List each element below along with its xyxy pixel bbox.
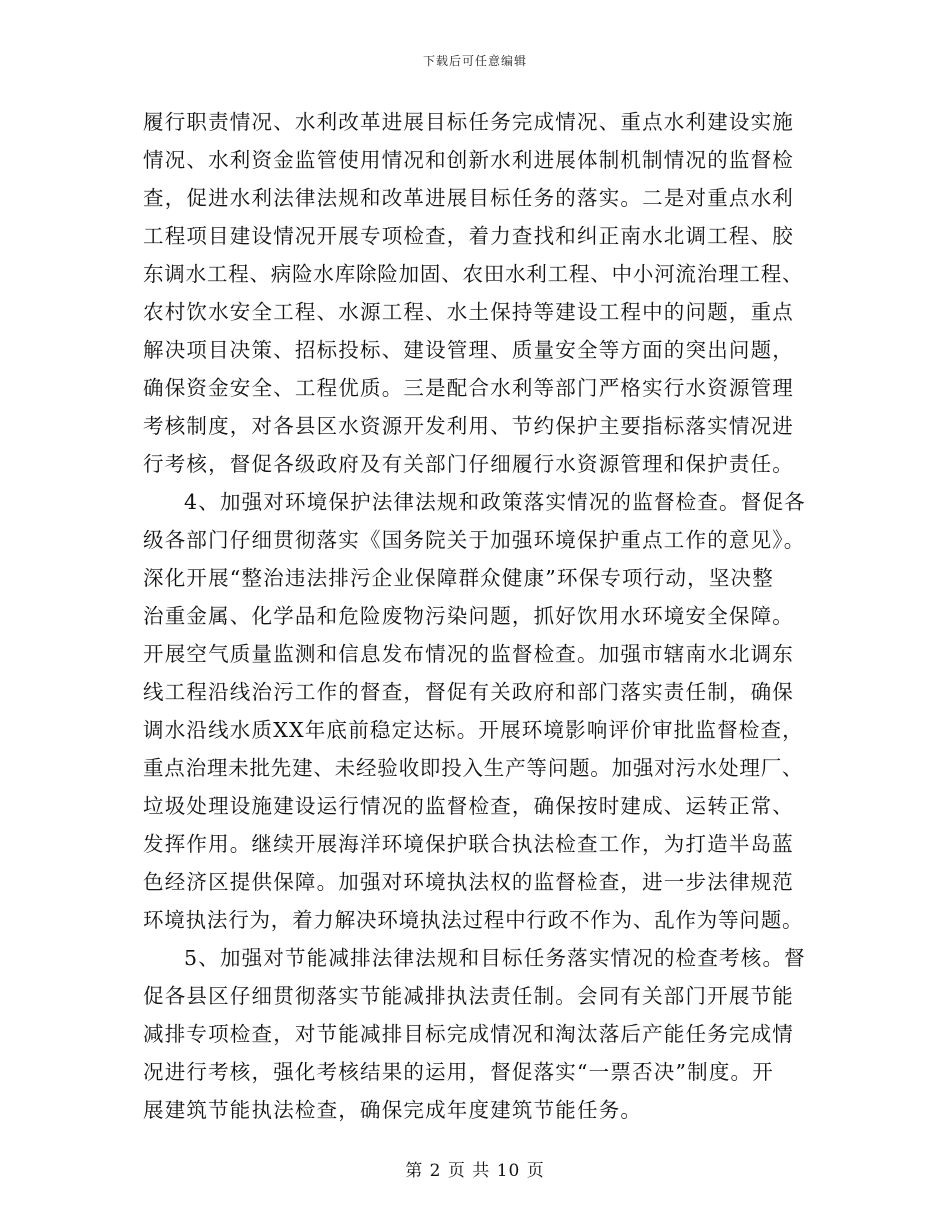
document-body [143, 103, 809, 1129]
paragraph [143, 103, 809, 483]
text-line: 级各部门仔细贯彻落实《国务院关于加强环境保护重点工作的意见》。 [143, 528, 806, 552]
text-line: 重点治理未批先建、未经验收即投入生产等问题。加强对污水处理厂、 [143, 756, 804, 780]
text-line: 确保资金安全、工程优质。三是配合水利等部门严格实行水资源管理 [143, 376, 794, 400]
text-line: 查，促进水利法律法规和改革进展目标任务的落实。二是对重点水利 [143, 186, 794, 210]
text-line: 5、加强对节能减排法律法规和目标任务落实情况的检查考核。督 [184, 946, 806, 970]
text-line: 情况、水利资金监管使用情况和创新水利进展体制机制情况的监督检 [143, 148, 794, 172]
text-line: 垃圾处理设施建设运行情况的监督检查，确保按时建成、运转正常、 [143, 794, 794, 818]
text-line: 开展空气质量监测和信息发布情况的监督检查。加强市辖南水北调东 [143, 642, 794, 666]
text-line: 东调水工程、病险水库除险加固、农田水利工程、中小河流治理工程、 [143, 262, 804, 286]
page-header-note: 下载后可任意编辑 [422, 54, 527, 68]
text-line: 调水沿线水质XX年底前稳定达标。开展环境影响评价审批监督检查， [143, 718, 804, 742]
text-line: 发挥作用。继续开展海洋环境保护联合执法检查工作，为打造半岛蓝 [143, 832, 794, 856]
text-line: 色经济区提供保障。加强对环境执法权的监督检查，进一步法律规范 [143, 870, 794, 894]
text-line: 工程项目建设情况开展专项检查，着力查找和纠正南水北调工程、胶 [143, 224, 794, 248]
text-line: 4、加强对环境保护法律法规和政策落实情况的监督检查。督促各 [184, 490, 806, 514]
text-line: 减排专项检查，对节能减排目标完成情况和淘汰落后产能任务完成情 [143, 1022, 794, 1046]
text-line: 线工程沿线治污工作的督查，督促有关政府和部门落实责任制，确保 [143, 680, 794, 704]
text-line: 展建筑节能执法检查，确保完成年度建筑节能任务。 [143, 1098, 643, 1122]
paragraph [143, 483, 809, 939]
text-line: 况进行考核，强化考核结果的运用，督促落实“一票否决”制度。开 [143, 1060, 774, 1084]
page-number-footer: 第 2 页 共 10 页 [405, 1161, 545, 1181]
text-line: 环境执法行为，着力解决环境执法过程中行政不作为、乱作为等问题。 [143, 908, 804, 932]
text-line: 解决项目决策、招标投标、建设管理、质量安全等方面的突出问题， [143, 338, 794, 362]
text-line: 履行职责情况、水利改革进展目标任务完成情况、重点水利建设实施 [143, 110, 794, 134]
text-line: 深化开展“整治违法排污企业保障群众健康”环保专项行动，坚决整 [143, 566, 774, 590]
text-line: 行考核，督促各级政府及有关部门仔细履行水资源管理和保护责任。 [143, 452, 794, 476]
paragraph [143, 939, 809, 1129]
text-line: 促各县区仔细贯彻落实节能减排执法责任制。会同有关部门开展节能 [143, 984, 794, 1008]
text-line: 农村饮水安全工程、水源工程、水土保持等建设工程中的问题，重点 [143, 300, 794, 324]
text-line: 考核制度，对各县区水资源开发利用、节约保护主要指标落实情况进 [143, 414, 794, 438]
text-line: 治重金属、化学品和危险废物污染问题，抓好饮用水环境安全保障。 [143, 604, 794, 628]
